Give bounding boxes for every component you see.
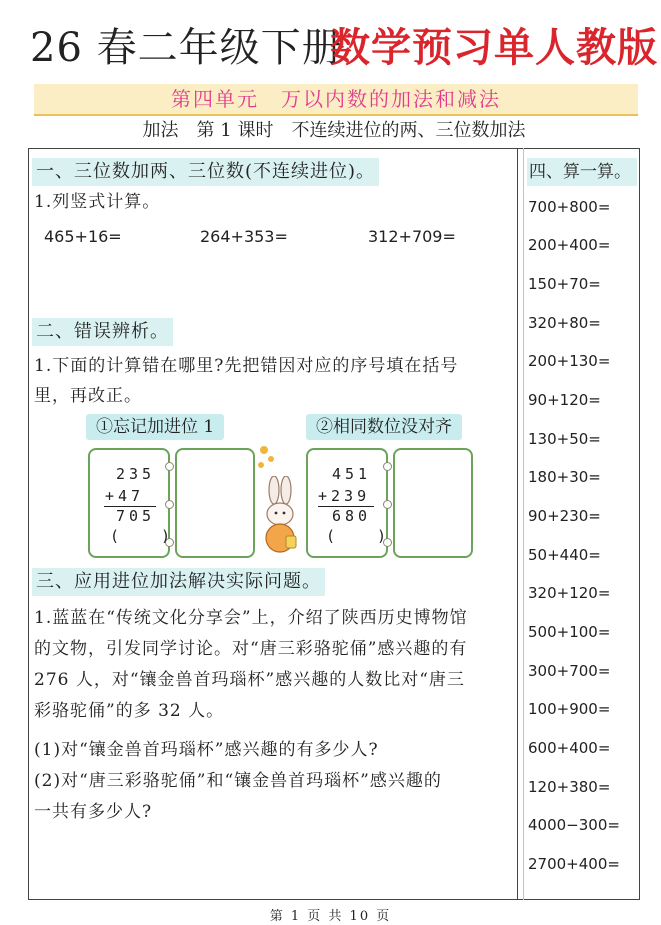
section3-question-2-cont: 一共有多少人? xyxy=(34,802,153,822)
quick-calc-9: 90+230= xyxy=(528,507,601,525)
quick-calc-8: 180+30= xyxy=(528,468,601,486)
quick-calc-6: 90+120= xyxy=(528,391,601,409)
section3-line-1: 1.蓝蓝在“传统文化分享会”上，介绍了陕西历史博物馆 xyxy=(34,608,468,628)
calc2-result: 680 xyxy=(332,507,372,525)
binder-ring xyxy=(165,500,174,509)
binder-ring xyxy=(165,462,174,471)
page-footer: 第 1 页 共 10 页 xyxy=(269,909,392,924)
quick-calc-16: 120+380= xyxy=(528,778,611,796)
page-header xyxy=(0,22,661,74)
section4-title: 四、算一算。 xyxy=(527,158,637,186)
quick-calc-10: 50+440= xyxy=(528,546,601,564)
quick-calc-18: 2700+400= xyxy=(528,855,620,873)
correction-board-1[interactable] xyxy=(175,448,255,558)
calc2-add: +239 xyxy=(318,487,371,505)
section1-item1: 1.列竖式计算。 xyxy=(34,192,161,212)
section3-question-1: (1)对“镶金兽首玛瑙杯”感兴趣的有多少人? xyxy=(34,740,379,760)
flower-icon xyxy=(258,462,264,468)
section1-title: 一、三位数加两、三位数(不连续进位)。 xyxy=(32,158,379,186)
bunny-illustration xyxy=(256,476,306,562)
reason-2-label: ②相同数位没对齐 xyxy=(306,414,462,440)
section3-line-3: 276 人，对“镶金兽首玛瑙杯”感兴趣的人数比对“唐三 xyxy=(34,670,465,690)
calc1-result: 705 xyxy=(116,507,156,525)
calc1-top: 235 xyxy=(116,465,156,483)
problem-2: 264+353= xyxy=(200,227,288,246)
unit-title: 第四单元 万以内数的加法和减法 xyxy=(34,84,638,116)
binder-ring xyxy=(383,500,392,509)
calc1-answer-paren[interactable]: ( ) xyxy=(110,527,175,545)
flower-icon xyxy=(260,446,268,454)
column-divider-accent xyxy=(523,148,524,900)
calc2-top: 451 xyxy=(332,465,372,483)
column-divider xyxy=(517,148,518,900)
binder-ring xyxy=(383,462,392,471)
quick-calc-5: 200+130= xyxy=(528,352,611,370)
header-title-black: 26 春二年级下册 xyxy=(30,25,343,71)
section2-title: 二、错误辨析。 xyxy=(32,318,173,346)
quick-calc-11: 320+120= xyxy=(528,584,611,602)
section3-line-4: 彩骆驼俑”的多 32 人。 xyxy=(34,701,225,721)
quick-calc-17: 4000−300= xyxy=(528,816,620,834)
quick-calc-15: 600+400= xyxy=(528,739,611,757)
section2-item1-line2: 里，再改正。 xyxy=(34,386,142,406)
quick-calc-1: 700+800= xyxy=(528,198,611,216)
problem-1: 465+16= xyxy=(44,227,122,246)
quick-calc-14: 100+900= xyxy=(528,700,611,718)
quick-calc-13: 300+700= xyxy=(528,662,611,680)
section3-title: 三、应用进位加法解决实际问题。 xyxy=(32,568,325,596)
quick-calc-2: 200+400= xyxy=(528,236,611,254)
section3-question-2: (2)对“唐三彩骆驼俑”和“镶金兽首玛瑙杯”感兴趣的 xyxy=(34,771,442,791)
correction-board-2[interactable] xyxy=(393,448,473,558)
quick-calc-7: 130+50= xyxy=(528,430,601,448)
calc1-add: +47 xyxy=(105,487,145,505)
reason-1-label: ①忘记加进位 1 xyxy=(86,414,224,440)
quick-calc-4: 320+80= xyxy=(528,314,601,332)
flower-icon xyxy=(268,456,274,462)
quick-calc-3: 150+70= xyxy=(528,275,601,293)
quick-calc-12: 500+100= xyxy=(528,623,611,641)
problem-3: 312+709= xyxy=(368,227,456,246)
section2-item1-line1: 1.下面的计算错在哪里?先把错因对应的序号填在括号 xyxy=(34,356,459,376)
lesson-title: 加法 第 1 课时 不连续进位的两、三位数加法 xyxy=(142,120,526,141)
calc2-answer-paren[interactable]: ( ) xyxy=(326,527,391,545)
header-title-red: 数学预习单人教版 xyxy=(330,24,658,71)
section3-line-2: 的文物，引发同学讨论。对“唐三彩骆驼俑”感兴趣的有 xyxy=(34,639,468,659)
